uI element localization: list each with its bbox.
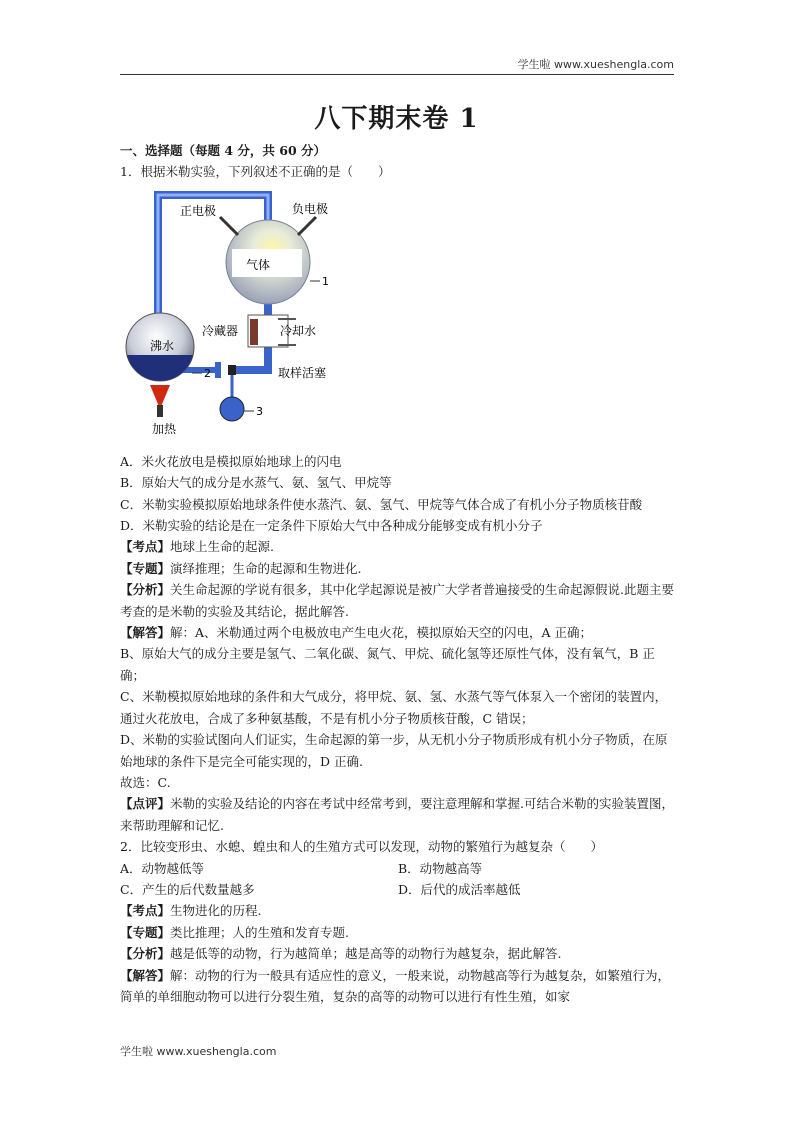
q1-zhuanti bbox=[120, 558, 676, 579]
q2-fenxi-tag: 【分析】 bbox=[120, 946, 171, 962]
label-cooling-water: 冷却水 bbox=[280, 323, 317, 338]
page-header: 学生啦 www.xueshengla.com bbox=[120, 56, 674, 75]
q1-fenxi-text: 关生命起源的学说有很多，其中化学起源说是被广大学者普遍接受的生命起源假说.此题主要考查的是米勒的实验及其结论，据此解答. bbox=[120, 582, 674, 619]
boiling-water bbox=[127, 355, 193, 381]
label-boiling-water: 沸水 bbox=[150, 338, 175, 353]
exam-content bbox=[120, 140, 676, 1007]
q2-kaodian-text: 生物进化的历程. bbox=[170, 903, 262, 919]
q1-dianping-text: 米勒的实验及结论的内容在考试中经常考到，要注意理解和掌握.可结合米勒的实验装置图，来帮助理解和记忆. bbox=[120, 796, 674, 833]
q1-dianping-tag: 【点评】 bbox=[120, 796, 171, 812]
q2-option-b: B．动物越高等 bbox=[398, 860, 483, 876]
q2-options-row-2 bbox=[120, 879, 676, 900]
label-gas: 气体 bbox=[246, 257, 271, 272]
label-heat: 加热 bbox=[152, 421, 177, 436]
negative-electrode bbox=[298, 217, 316, 235]
label-condenser: 冷藏器 bbox=[202, 323, 239, 338]
q1-fenxi bbox=[120, 579, 676, 622]
page-footer: 学生啦 www.xueshengla.com bbox=[120, 1045, 277, 1058]
q1-kaodian-text: 地球上生命的起源. bbox=[170, 539, 274, 555]
q2-kaodian bbox=[120, 900, 676, 921]
q2-option-a: A．动物越低等 bbox=[120, 860, 205, 876]
label-number-3: 3 bbox=[256, 404, 263, 418]
q1-option-a: A．米火花放电是模拟原始地球上的闪电 bbox=[120, 453, 342, 469]
q1-jieda-b: B、原始大气的成分主要是氢气、二氧化碳、氮气、甲烷、硫化氢等还原性气体，没有氧气，B 正确； bbox=[120, 646, 655, 683]
q2-fenxi bbox=[120, 943, 676, 964]
section-heading: 一、选择题（每题 4 分，共 60 分） bbox=[120, 143, 327, 158]
q2-fenxi-text: 越是低等的动物，行为越简单；越是高等的动物行为越复杂，据此解答. bbox=[170, 946, 562, 962]
q1-kaodian bbox=[120, 536, 676, 557]
q1-fenxi-tag: 【分析】 bbox=[120, 582, 171, 598]
q1-kaodian-tag: 【考点】 bbox=[120, 539, 171, 555]
page-title: 八下期末卷 1 bbox=[314, 104, 479, 134]
q2-jieda-text: 解：动物的行为一般具有适应性的意义，一般来说，动物越高等行为越复杂，如繁殖行为，简单的单细胞动物可以进行分裂生殖，复杂的高等的动物可以进行有性生殖，如家 bbox=[120, 967, 671, 1004]
q2-option-c: C．产生的后代数量越多 bbox=[120, 881, 255, 897]
positive-electrode bbox=[220, 217, 238, 235]
q2-jieda-tag: 【解答】 bbox=[120, 967, 171, 983]
q1-jieda bbox=[120, 622, 676, 643]
label-negative-electrode: 负电极 bbox=[292, 201, 329, 216]
q1-option-b: B．原始大气的成分是水蒸气、氨、氢气、甲烷等 bbox=[120, 475, 392, 491]
q2-jieda bbox=[120, 965, 676, 1008]
question-2-stem: 2．比较变形虫、水螅、蝗虫和人的生殖方式可以发现，动物的繁殖行为越复杂（ ） bbox=[120, 839, 603, 855]
q2-zhuanti-tag: 【专题】 bbox=[120, 924, 171, 940]
q1-dianping bbox=[120, 793, 676, 836]
q2-zhuanti bbox=[120, 922, 676, 943]
sampling-valve bbox=[228, 365, 236, 375]
label-number-1: 1 bbox=[322, 274, 329, 288]
q2-options-row-1 bbox=[120, 858, 676, 879]
q1-zhuanti-text: 演绎推理；生命的起源和生物进化. bbox=[170, 560, 362, 576]
q1-answer: 故选：C. bbox=[120, 774, 171, 790]
q1-jieda-a: 解：A、米勒通过两个电极放电产生电火花，模拟原始天空的闪电，A 正确； bbox=[170, 625, 593, 641]
q1-jieda-tag: 【解答】 bbox=[120, 625, 171, 641]
q1-zhuanti-tag: 【专题】 bbox=[120, 560, 171, 576]
condenser bbox=[250, 319, 258, 345]
sample-flask bbox=[220, 397, 244, 421]
label-positive-electrode: 正电极 bbox=[180, 203, 217, 218]
q2-kaodian-tag: 【考点】 bbox=[120, 903, 171, 919]
miller-apparatus-diagram bbox=[120, 187, 360, 449]
miller-apparatus-figure bbox=[120, 187, 676, 449]
q1-jieda-c: C、米勒模拟原始地球的条件和大气成分，将甲烷、氨、氢、水蒸气等气体泵入一个密闭的装置内，通过火花放电，合成了多种氨基酸，不是有机小分子物质核苷酸，C 错误； bbox=[120, 689, 668, 726]
question-1-stem: 1．根据米勒实验，下列叙述不正确的是（ ） bbox=[120, 164, 391, 180]
q1-option-c: C．米勒实验模拟原始地球条件使水蒸汽、氨、氢气、甲烷等气体合成了有机小分子物质核苷酸 bbox=[120, 496, 643, 512]
q2-option-d: D．后代的成活率越低 bbox=[398, 881, 521, 897]
label-sampling-valve: 取样活塞 bbox=[278, 365, 327, 380]
q2-zhuanti-text: 类比推理；人的生殖和发育专题. bbox=[170, 924, 349, 940]
label-number-2: 2 bbox=[204, 366, 211, 380]
q1-option-d: D．米勒实验的结论是在一定条件下原始大气中各种成分能够变成有机小分子 bbox=[120, 518, 543, 534]
q1-jieda-d: D、米勒的实验试图向人们证实，生命起源的第一步，从无机小分子物质形成有机小分子物质，在原始地球的条件下是完全可能实现的，D 正确. bbox=[120, 732, 668, 769]
